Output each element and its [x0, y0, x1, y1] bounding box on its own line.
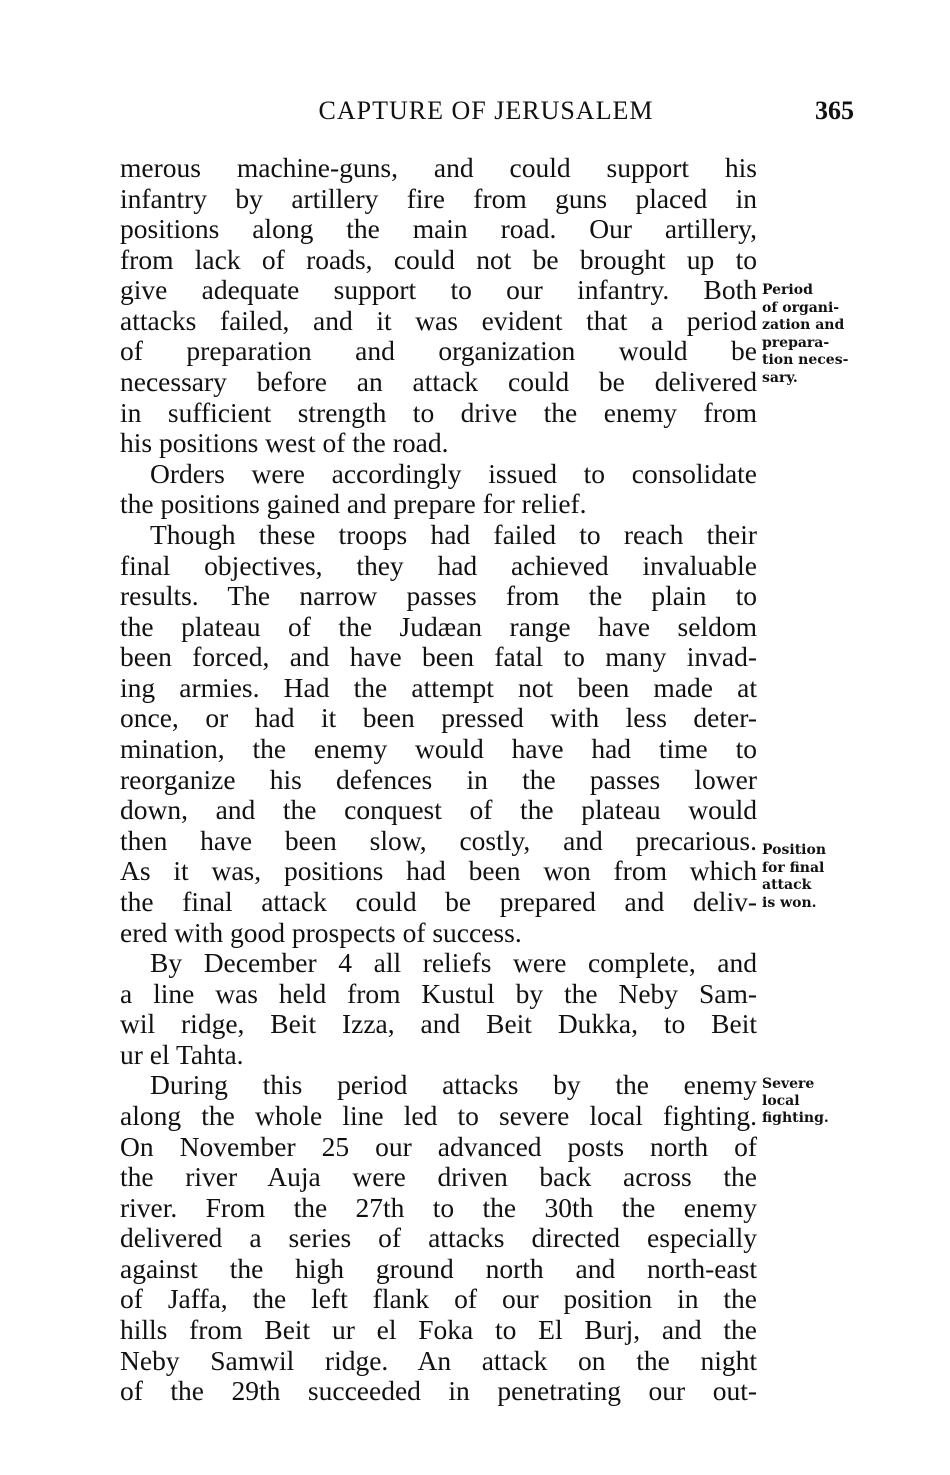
text-line: of the 29th succeeded in penetrating our out-	[120, 1375, 757, 1407]
margin-note-line: for final	[762, 859, 825, 876]
text-line: On November 25 our advanced posts north of	[120, 1130, 757, 1162]
text-line: once, or had it been pressed with less deter-	[120, 702, 757, 734]
text-line: along the whole line led to severe local fighting.	[120, 1099, 757, 1131]
text-line: the positions gained and prepare for relief.	[120, 488, 587, 520]
margin-note-line: of organi-	[762, 299, 840, 316]
margin-note-line: sary.	[762, 369, 798, 386]
text-line: the river Auja were driven back across the	[120, 1161, 757, 1193]
text-line: from lack of roads, could not be brought up to	[120, 243, 757, 275]
text-line: final objectives, they had achieved invaluable	[120, 549, 757, 581]
margin-note-line: fighting.	[762, 1110, 829, 1126]
text-line: in sufficient strength to drive the enemy from	[120, 396, 757, 428]
text-line: of preparation and organization would be	[120, 335, 757, 367]
page-number: 365	[815, 96, 854, 125]
text-line: the final attack could be prepared and deliv-	[120, 885, 757, 917]
text-line: Neby Samwil ridge. An attack on the night	[120, 1344, 757, 1376]
text-line: As it was, positions had been won from which	[120, 855, 757, 887]
text-line: reorganize his defences in the passes lower	[120, 763, 757, 795]
text-line: results. The narrow passes from the plain to	[120, 580, 757, 612]
text-line: ered with good prospects of success.	[120, 916, 522, 948]
text-line: the plateau of the Judæan range have seldom	[120, 610, 757, 642]
text-line: his positions west of the road.	[120, 427, 449, 459]
margin-note-line: Period	[762, 282, 813, 298]
text-line: necessary before an attack could be delivered	[120, 366, 757, 398]
text-line: river. From the 27th to the 30th the enemy	[120, 1191, 757, 1223]
margin-note-line: attack	[762, 877, 812, 893]
text-line: give adequate support to our infantry. Both	[120, 274, 757, 306]
text-line: ing armies. Had the attempt not been made at	[120, 671, 757, 703]
margin-note-line: local	[762, 1093, 800, 1109]
margin-note-line: Position	[762, 842, 826, 858]
text-line: ur el Tahta.	[120, 1038, 244, 1070]
text-line: been forced, and have been fatal to many invad-	[120, 641, 757, 673]
text-line: wil ridge, Beit Izza, and Beit Dukka, to Beit	[120, 1008, 757, 1040]
text-line: positions along the main road. Our artillery,	[120, 213, 757, 245]
margin-note-line: zation and	[762, 317, 845, 333]
text-line: delivered a series of attacks directed especially	[120, 1222, 757, 1254]
text-line: down, and the conquest of the plateau would	[120, 794, 757, 826]
text-line: During this period attacks by the enemy	[150, 1069, 757, 1101]
text-line: By December 4 all reliefs were complete, and	[150, 947, 757, 979]
text-line: against the high ground north and north-east	[120, 1252, 757, 1284]
running-title: CAPTURE OF JERUSALEM	[318, 96, 654, 125]
text-line: mination, the enemy would have had time to	[120, 733, 757, 765]
text-line: Though these troops had failed to reach their	[150, 518, 757, 550]
margin-note-line: Severe	[762, 1076, 815, 1092]
margin-note-line: is won.	[762, 894, 817, 911]
text-line: merous machine-guns, and could support his	[120, 152, 757, 183]
text-line: Orders were accordingly issued to consolidate	[150, 457, 757, 489]
text-line: then have been slow, costly, and precarious.	[120, 824, 757, 856]
margin-note-line: tion neces-	[762, 352, 849, 368]
margin-note-line: prepara-	[762, 334, 830, 351]
text-line: attacks failed, and it was evident that a period	[120, 304, 757, 336]
text-line: a line was held from Kustul by the Neby Sam-	[120, 977, 757, 1009]
text-line: of Jaffa, the left flank of our position in the	[120, 1283, 757, 1315]
text-line: hills from Beit ur el Foka to El Burj, and the	[120, 1314, 757, 1346]
text-line: infantry by artillery fire from guns placed in	[120, 182, 757, 214]
